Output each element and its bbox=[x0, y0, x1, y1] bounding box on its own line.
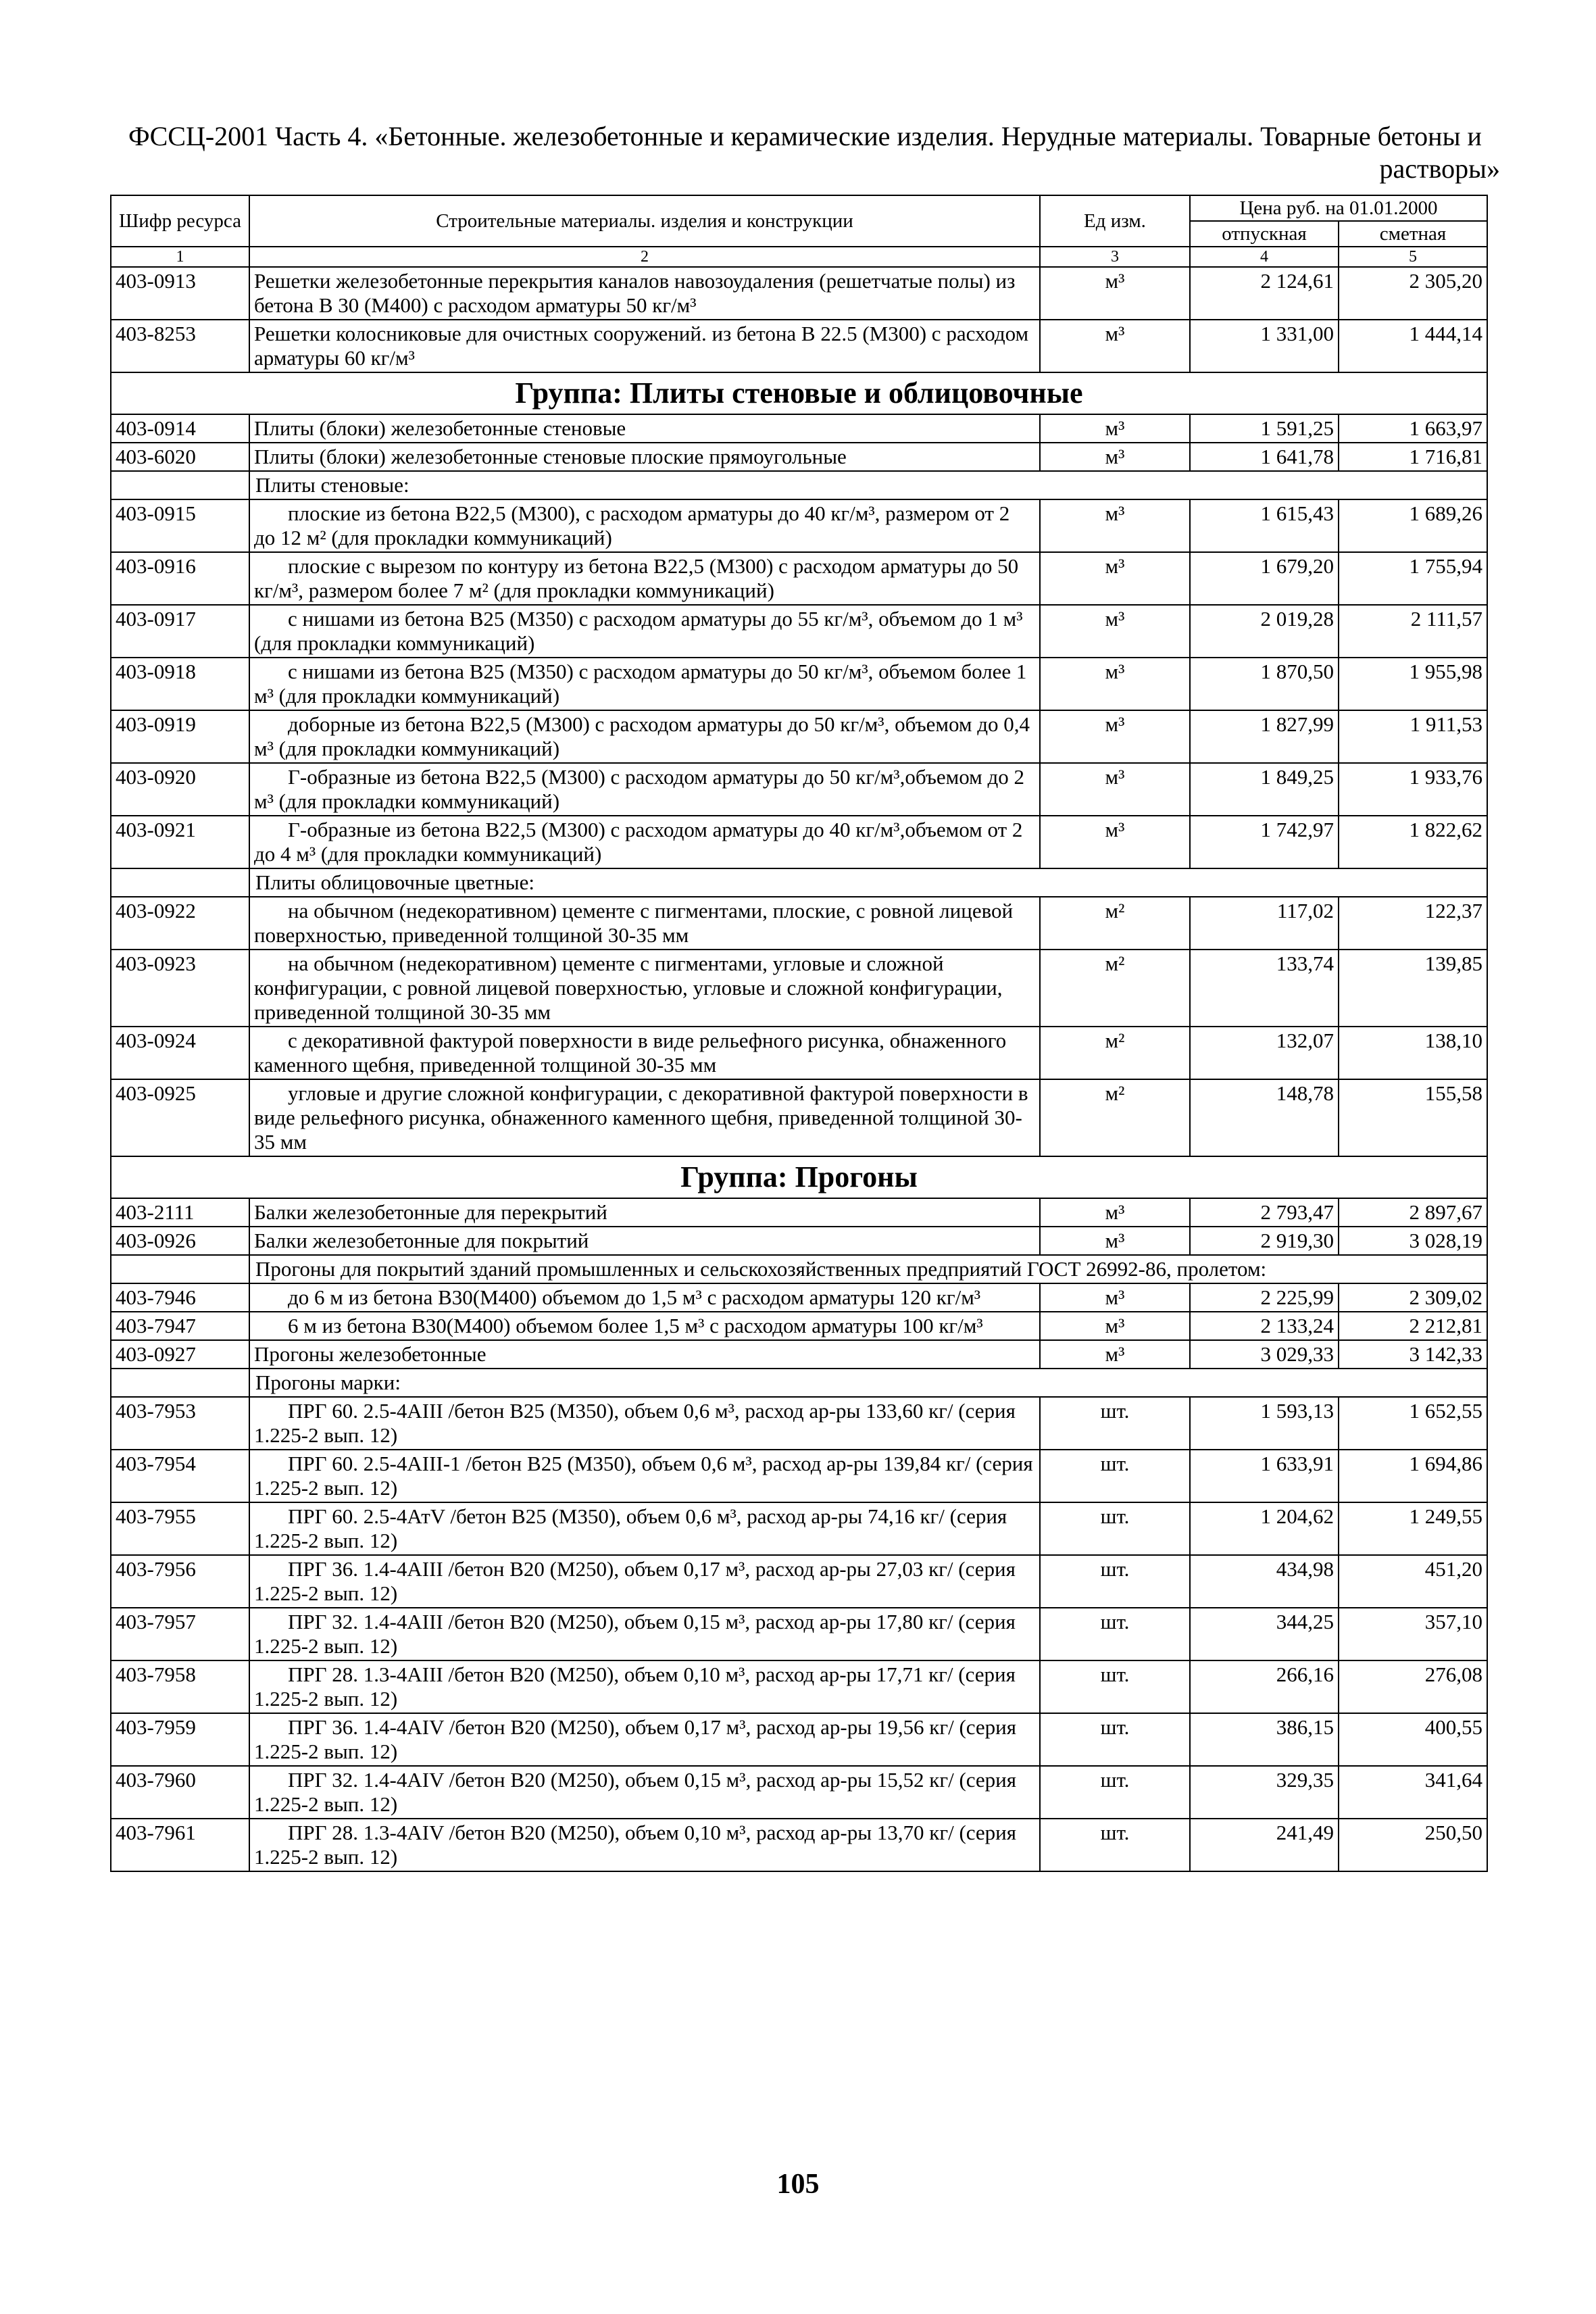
unit-cell: м³ bbox=[1040, 1312, 1190, 1340]
table-row bbox=[111, 1819, 1487, 1871]
unit-cell: шт. bbox=[1040, 1608, 1190, 1660]
release-price-cell: 434,98 bbox=[1190, 1555, 1339, 1608]
release-price-cell: 266,16 bbox=[1190, 1660, 1339, 1713]
table-row bbox=[111, 1312, 1487, 1340]
description-cell: Балки железобетонные для покрытий bbox=[249, 1227, 1040, 1255]
unit-cell: шт. bbox=[1040, 1397, 1190, 1450]
col-number-1: 1 bbox=[111, 247, 249, 267]
empty-cell bbox=[111, 868, 249, 897]
description-cell: плоские с вырезом по контуру из бетона В22,5 (М300) с расходом арматуры до 50 кг/м³, размером более 7 м² (для прокладки коммуникаций) bbox=[249, 552, 1040, 605]
unit-cell: шт. bbox=[1040, 1555, 1190, 1608]
description-cell: плоские из бетона В22,5 (М300), с расходом арматуры до 40 кг/м³, размером от 2 до 12 м² (для прокладки коммуникаций) bbox=[249, 499, 1040, 552]
unit-cell: шт. bbox=[1040, 1766, 1190, 1819]
unit-cell: м³ bbox=[1040, 1340, 1190, 1369]
table-row bbox=[111, 1766, 1487, 1819]
unit-cell: шт. bbox=[1040, 1502, 1190, 1555]
group-row bbox=[111, 1156, 1487, 1198]
release-price-cell: 132,07 bbox=[1190, 1027, 1339, 1079]
estimate-price-cell: 1 911,53 bbox=[1339, 710, 1487, 763]
unit-cell: м³ bbox=[1040, 658, 1190, 710]
estimate-price-cell: 1 822,62 bbox=[1339, 816, 1487, 868]
release-price-cell: 1 615,43 bbox=[1190, 499, 1339, 552]
release-price-cell: 2 919,30 bbox=[1190, 1227, 1339, 1255]
subheading-text: Плиты облицовочные цветные: bbox=[249, 868, 1487, 897]
page-number: 105 bbox=[776, 2169, 820, 2200]
unit-cell: м³ bbox=[1040, 414, 1190, 443]
table-row bbox=[111, 1079, 1487, 1156]
header-title-continued: растворы» bbox=[1379, 153, 1500, 184]
unit-cell: м² bbox=[1040, 1027, 1190, 1079]
table-row bbox=[111, 763, 1487, 816]
release-price-cell: 148,78 bbox=[1190, 1079, 1339, 1156]
description-cell: на обычном (недекоративном) цементе с пигментами, плоские, с ровной лицевой поверхностью, приведенной толщиной 30-35 мм bbox=[249, 897, 1040, 950]
description-cell: ПРГ 60. 2.5-4АIII-1 /бетон В25 (М350), объем 0,6 м³, расход ар-ры 139,84 кг/ (серия 1.225-2 вып. 12) bbox=[249, 1450, 1040, 1502]
table-row bbox=[111, 658, 1487, 710]
description-cell: ПРГ 32. 1.4-4АIV /бетон В20 (М250), объем 0,15 м³, расход ар-ры 15,52 кг/ (серия 1.225-2 вып. 12) bbox=[249, 1766, 1040, 1819]
page-header bbox=[128, 120, 1500, 185]
table-row bbox=[111, 1608, 1487, 1660]
release-price-cell: 3 029,33 bbox=[1190, 1340, 1339, 1369]
col-number-2: 2 bbox=[249, 247, 1040, 267]
price-table bbox=[110, 195, 1488, 1872]
col-header-estimate: сметная bbox=[1339, 221, 1487, 247]
estimate-price-cell: 1 694,86 bbox=[1339, 1450, 1487, 1502]
resource-code-cell: 403-0915 bbox=[111, 499, 249, 552]
resource-code-cell: 403-0917 bbox=[111, 605, 249, 658]
release-price-cell: 1 849,25 bbox=[1190, 763, 1339, 816]
estimate-price-cell: 138,10 bbox=[1339, 1027, 1487, 1079]
release-price-cell: 241,49 bbox=[1190, 1819, 1339, 1871]
resource-code-cell: 403-0920 bbox=[111, 763, 249, 816]
group-title: Группа: Плиты стеновые и облицовочные bbox=[111, 372, 1487, 414]
resource-code-cell: 403-7953 bbox=[111, 1397, 249, 1450]
resource-code-cell: 403-7961 bbox=[111, 1819, 249, 1871]
description-cell: ПРГ 60. 2.5-4АтV /бетон В25 (М350), объем 0,6 м³, расход ар-ры 74,16 кг/ (серия 1.225-2 вып. 12) bbox=[249, 1502, 1040, 1555]
col-header-release: отпускная bbox=[1190, 221, 1339, 247]
release-price-cell: 2 225,99 bbox=[1190, 1283, 1339, 1312]
estimate-price-cell: 2 212,81 bbox=[1339, 1312, 1487, 1340]
release-price-cell: 1 679,20 bbox=[1190, 552, 1339, 605]
description-cell: Балки железобетонные для перекрытий bbox=[249, 1198, 1040, 1227]
description-cell: до 6 м из бетона В30(М400) объемом до 1,5 м³ с расходом арматуры 120 кг/м³ bbox=[249, 1283, 1040, 1312]
empty-cell bbox=[111, 1369, 249, 1397]
estimate-price-cell: 1 249,55 bbox=[1339, 1502, 1487, 1555]
release-price-cell: 386,15 bbox=[1190, 1713, 1339, 1766]
estimate-price-cell: 400,55 bbox=[1339, 1713, 1487, 1766]
resource-code-cell: 403-0918 bbox=[111, 658, 249, 710]
table-row bbox=[111, 414, 1487, 443]
unit-cell: м³ bbox=[1040, 267, 1190, 320]
table-row bbox=[111, 267, 1487, 320]
estimate-price-cell: 155,58 bbox=[1339, 1079, 1487, 1156]
release-price-cell: 1 641,78 bbox=[1190, 443, 1339, 471]
unit-cell: м² bbox=[1040, 897, 1190, 950]
col-number-5: 5 bbox=[1339, 247, 1487, 267]
description-cell: Плиты (блоки) железобетонные стеновые bbox=[249, 414, 1040, 443]
table-row bbox=[111, 499, 1487, 552]
estimate-price-cell: 1 716,81 bbox=[1339, 443, 1487, 471]
unit-cell: м² bbox=[1040, 1079, 1190, 1156]
estimate-price-cell: 3 028,19 bbox=[1339, 1227, 1487, 1255]
table-row bbox=[111, 897, 1487, 950]
estimate-price-cell: 276,08 bbox=[1339, 1660, 1487, 1713]
table-row bbox=[111, 552, 1487, 605]
resource-code-cell: 403-0914 bbox=[111, 414, 249, 443]
unit-cell: шт. bbox=[1040, 1450, 1190, 1502]
subheading-row bbox=[111, 1255, 1487, 1283]
description-cell: с нишами из бетона В25 (М350) с расходом арматуры до 55 кг/м³, объемом до 1 м³ (для прокладки коммуникаций) bbox=[249, 605, 1040, 658]
resource-code-cell: 403-0924 bbox=[111, 1027, 249, 1079]
release-price-cell: 344,25 bbox=[1190, 1608, 1339, 1660]
unit-cell: м³ bbox=[1040, 1198, 1190, 1227]
description-cell: на обычном (недекоративном) цементе с пигментами, угловые и сложной конфигурации, с ровной лицевой поверхностью, угловые и сложной конфигурации, приведенной толщиной 30-35 мм bbox=[249, 950, 1040, 1027]
description-cell: ПРГ 36. 1.4-4АIV /бетон В20 (М250), объем 0,17 м³, расход ар-ры 19,56 кг/ (серия 1.225-2 вып. 12) bbox=[249, 1713, 1040, 1766]
release-price-cell: 2 133,24 bbox=[1190, 1312, 1339, 1340]
description-cell: доборные из бетона В22,5 (М300) с расходом арматуры до 50 кг/м³, объемом до 0,4 м³ (для прокладки коммуникаций) bbox=[249, 710, 1040, 763]
unit-cell: м³ bbox=[1040, 1227, 1190, 1255]
resource-code-cell: 403-2111 bbox=[111, 1198, 249, 1227]
resource-code-cell: 403-0919 bbox=[111, 710, 249, 763]
col-number-4: 4 bbox=[1190, 247, 1339, 267]
estimate-price-cell: 139,85 bbox=[1339, 950, 1487, 1027]
estimate-price-cell: 1 933,76 bbox=[1339, 763, 1487, 816]
table-row bbox=[111, 443, 1487, 471]
table-row bbox=[111, 1198, 1487, 1227]
estimate-price-cell: 451,20 bbox=[1339, 1555, 1487, 1608]
release-price-cell: 1 591,25 bbox=[1190, 414, 1339, 443]
estimate-price-cell: 2 309,02 bbox=[1339, 1283, 1487, 1312]
estimate-price-cell: 1 444,14 bbox=[1339, 320, 1487, 372]
unit-cell: м³ bbox=[1040, 320, 1190, 372]
subheading-text: Прогоны марки: bbox=[249, 1369, 1487, 1397]
col-header-unit: Ед изм. bbox=[1040, 195, 1190, 247]
estimate-price-cell: 1 755,94 bbox=[1339, 552, 1487, 605]
release-price-cell: 1 593,13 bbox=[1190, 1397, 1339, 1450]
resource-code-cell: 403-0927 bbox=[111, 1340, 249, 1369]
table-row bbox=[111, 1340, 1487, 1369]
unit-cell: м³ bbox=[1040, 443, 1190, 471]
table-row bbox=[111, 710, 1487, 763]
header-title: ФССЦ-2001 Часть 4. «Бетонные. железобетонные и керамические изделия. Нерудные материалы. Товарные бетоны и bbox=[128, 121, 1482, 151]
table-row bbox=[111, 1227, 1487, 1255]
resource-code-cell: 403-0925 bbox=[111, 1079, 249, 1156]
resource-code-cell: 403-6020 bbox=[111, 443, 249, 471]
table-row bbox=[111, 816, 1487, 868]
subheading-row bbox=[111, 471, 1487, 499]
table-row bbox=[111, 1027, 1487, 1079]
description-cell: ПРГ 28. 1.3-4АIII /бетон В20 (М250), объем 0,10 м³, расход ар-ры 17,71 кг/ (серия 1.225-2 вып. 12) bbox=[249, 1660, 1040, 1713]
estimate-price-cell: 1 689,26 bbox=[1339, 499, 1487, 552]
table-row bbox=[111, 320, 1487, 372]
description-cell: Плиты (блоки) железобетонные стеновые плоские прямоугольные bbox=[249, 443, 1040, 471]
empty-cell bbox=[111, 1255, 249, 1283]
resource-code-cell: 403-8253 bbox=[111, 320, 249, 372]
release-price-cell: 2 124,61 bbox=[1190, 267, 1339, 320]
description-cell: Решетки колосниковые для очистных сооружений. из бетона В 22.5 (М300) с расходом арматуры 60 кг/м³ bbox=[249, 320, 1040, 372]
resource-code-cell: 403-7954 bbox=[111, 1450, 249, 1502]
estimate-price-cell: 122,37 bbox=[1339, 897, 1487, 950]
table-row bbox=[111, 1555, 1487, 1608]
description-cell: с нишами из бетона В25 (М350) с расходом арматуры до 50 кг/м³, объемом более 1 м³ (для прокладки коммуникаций) bbox=[249, 658, 1040, 710]
estimate-price-cell: 357,10 bbox=[1339, 1608, 1487, 1660]
description-cell: ПРГ 60. 2.5-4АIII /бетон В25 (М350), объем 0,6 м³, расход ар-ры 133,60 кг/ (серия 1.225-2 вып. 12) bbox=[249, 1397, 1040, 1450]
unit-cell: шт. bbox=[1040, 1819, 1190, 1871]
unit-cell: м² bbox=[1040, 950, 1190, 1027]
table-row bbox=[111, 1660, 1487, 1713]
release-price-cell: 2 793,47 bbox=[1190, 1198, 1339, 1227]
unit-cell: м³ bbox=[1040, 816, 1190, 868]
description-cell: 6 м из бетона В30(М400) объемом более 1,5 м³ с расходом арматуры 100 кг/м³ bbox=[249, 1312, 1040, 1340]
description-cell: Прогоны железобетонные bbox=[249, 1340, 1040, 1369]
description-cell: угловые и другие сложной конфигурации, с декоративной фактурой поверхности в виде рельефного рисунка, обнаженного каменного щебня, приведенной толщиной 30-35 мм bbox=[249, 1079, 1040, 1156]
release-price-cell: 133,74 bbox=[1190, 950, 1339, 1027]
table-row bbox=[111, 1283, 1487, 1312]
description-cell: с декоративной фактурой поверхности в виде рельефного рисунка, обнаженного каменного щебня, приведенной толщиной 30-35 мм bbox=[249, 1027, 1040, 1079]
resource-code-cell: 403-0921 bbox=[111, 816, 249, 868]
table-row bbox=[111, 1502, 1487, 1555]
estimate-price-cell: 1 652,55 bbox=[1339, 1397, 1487, 1450]
release-price-cell: 329,35 bbox=[1190, 1766, 1339, 1819]
description-cell: Г-образные из бетона В22,5 (М300) с расходом арматуры до 40 кг/м³,объемом от 2 до 4 м³ (для прокладки коммуникаций) bbox=[249, 816, 1040, 868]
estimate-price-cell: 2 897,67 bbox=[1339, 1198, 1487, 1227]
release-price-cell: 1 204,62 bbox=[1190, 1502, 1339, 1555]
estimate-price-cell: 1 663,97 bbox=[1339, 414, 1487, 443]
estimate-price-cell: 2 111,57 bbox=[1339, 605, 1487, 658]
release-price-cell: 1 633,91 bbox=[1190, 1450, 1339, 1502]
resource-code-cell: 403-0923 bbox=[111, 950, 249, 1027]
resource-code-cell: 403-7956 bbox=[111, 1555, 249, 1608]
group-title: Группа: Прогоны bbox=[111, 1156, 1487, 1198]
resource-code-cell: 403-0922 bbox=[111, 897, 249, 950]
resource-code-cell: 403-7946 bbox=[111, 1283, 249, 1312]
unit-cell: м³ bbox=[1040, 605, 1190, 658]
resource-code-cell: 403-7957 bbox=[111, 1608, 249, 1660]
col-header-code: Шифр ресурса bbox=[111, 195, 249, 247]
release-price-cell: 1 742,97 bbox=[1190, 816, 1339, 868]
unit-cell: м³ bbox=[1040, 499, 1190, 552]
unit-cell: м³ bbox=[1040, 763, 1190, 816]
estimate-price-cell: 3 142,33 bbox=[1339, 1340, 1487, 1369]
subheading-row bbox=[111, 868, 1487, 897]
release-price-cell: 117,02 bbox=[1190, 897, 1339, 950]
estimate-price-cell: 250,50 bbox=[1339, 1819, 1487, 1871]
table-row bbox=[111, 1450, 1487, 1502]
unit-cell: м³ bbox=[1040, 710, 1190, 763]
table-header bbox=[111, 195, 1487, 267]
unit-cell: м³ bbox=[1040, 552, 1190, 605]
resource-code-cell: 403-7958 bbox=[111, 1660, 249, 1713]
col-header-desc: Строительные материалы. изделия и конструкции bbox=[249, 195, 1040, 247]
subheading-text: Прогоны для покрытий зданий промышленных и сельскохозяйственных предприятий ГОСТ 26992-86, пролетом: bbox=[249, 1255, 1487, 1283]
description-cell: Решетки железобетонные перекрытия каналов навозоудаления (решетчатые полы) из бетона В 30 (М400) с расходом арматуры 50 кг/м³ bbox=[249, 267, 1040, 320]
release-price-cell: 1 827,99 bbox=[1190, 710, 1339, 763]
release-price-cell: 1 870,50 bbox=[1190, 658, 1339, 710]
col-header-price: Цена руб. на 01.01.2000 bbox=[1190, 195, 1487, 221]
resource-code-cell: 403-0926 bbox=[111, 1227, 249, 1255]
table-row bbox=[111, 605, 1487, 658]
estimate-price-cell: 341,64 bbox=[1339, 1766, 1487, 1819]
unit-cell: м³ bbox=[1040, 1283, 1190, 1312]
col-number-3: 3 bbox=[1040, 247, 1190, 267]
release-price-cell: 1 331,00 bbox=[1190, 320, 1339, 372]
resource-code-cell: 403-0916 bbox=[111, 552, 249, 605]
description-cell: ПРГ 32. 1.4-4АIII /бетон В20 (М250), объем 0,15 м³, расход ар-ры 17,80 кг/ (серия 1.225-2 вып. 12) bbox=[249, 1608, 1040, 1660]
unit-cell: шт. bbox=[1040, 1660, 1190, 1713]
estimate-price-cell: 2 305,20 bbox=[1339, 267, 1487, 320]
empty-cell bbox=[111, 471, 249, 499]
table-row bbox=[111, 950, 1487, 1027]
description-cell: ПРГ 36. 1.4-4АIII /бетон В20 (М250), объем 0,17 м³, расход ар-ры 27,03 кг/ (серия 1.225-2 вып. 12) bbox=[249, 1555, 1040, 1608]
estimate-price-cell: 1 955,98 bbox=[1339, 658, 1487, 710]
subheading-row bbox=[111, 1369, 1487, 1397]
resource-code-cell: 403-7955 bbox=[111, 1502, 249, 1555]
resource-code-cell: 403-7959 bbox=[111, 1713, 249, 1766]
resource-code-cell: 403-0913 bbox=[111, 267, 249, 320]
table-row bbox=[111, 1713, 1487, 1766]
subheading-text: Плиты стеновые: bbox=[249, 471, 1487, 499]
release-price-cell: 2 019,28 bbox=[1190, 605, 1339, 658]
unit-cell: шт. bbox=[1040, 1713, 1190, 1766]
resource-code-cell: 403-7960 bbox=[111, 1766, 249, 1819]
description-cell: Г-образные из бетона В22,5 (М300) с расходом арматуры до 50 кг/м³,объемом до 2 м³ (для прокладки коммуникаций) bbox=[249, 763, 1040, 816]
description-cell: ПРГ 28. 1.3-4АIV /бетон В20 (М250), объем 0,10 м³, расход ар-ры 13,70 кг/ (серия 1.225-2 вып. 12) bbox=[249, 1819, 1040, 1871]
group-row bbox=[111, 372, 1487, 414]
table-body bbox=[111, 267, 1487, 1871]
resource-code-cell: 403-7947 bbox=[111, 1312, 249, 1340]
table-row bbox=[111, 1397, 1487, 1450]
